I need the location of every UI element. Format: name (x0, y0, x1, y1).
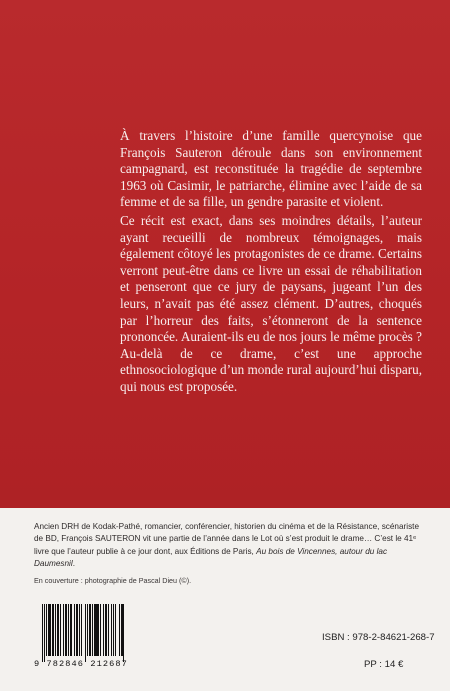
summary-text (120, 128, 422, 398)
summary-paragraph-2: Ce récit est exact, dans ses moindres détails, l’auteur ayant recueilli de nombreux témoignages, mais également côtoyé les protagonistes de ce drame. Certains verront peut-être dans ce livre un essai de réhabilitation et penseront que ce jury de paysans, jugeant l’un des leurs, n’avait pas été assez clément. D’autres, choqués par l’horreur des faits, s’étonneront de la sentence prononcée. Auraient-ils eu de nos jours le même procès ? Au-delà de ce drame, c’est une approche ethnosociologique d’un monde rural aujourd’hui disparu, qui nous est proposée. (120, 212, 422, 394)
cover-photo-credit: En couverture : photographie de Pascal Dieu (©). (34, 576, 192, 585)
author-bio-text: Ancien DRH de Kodak-Pathé, romancier, conférencier, historien du cinéma et de la Résistance, scénariste de BD, François SAUTERON vit une partie de l’année dans le Lot où s’est produit le drame… C’est le 41ᵉ livre que l’auteur publie à ce jour dont, aux Éditions de Paris, (34, 522, 420, 556)
author-bio (34, 521, 426, 571)
author-bio-book-title: Au bois de Vincennes, autour du lac Daumesnil (34, 546, 388, 569)
author-bio-end: . (72, 559, 75, 569)
barcode-bar (124, 604, 125, 662)
price: PP : 14 € (364, 659, 404, 670)
barcode-number: 9 782846 212687 (34, 659, 128, 669)
barcode (34, 604, 154, 668)
isbn: ISBN : 978-2-84621-268-7 (322, 632, 435, 643)
summary-paragraph-1: À travers l’histoire d’une famille quercynoise que François Sauteron déroule dans son environnement campagnard, est reconstituée la tragédie de septembre 1963 où Casimir, le patriarche, élimine avec l’aide de sa femme et de sa fille, un gendre parasite et violent. (120, 128, 422, 210)
barcode-bars (42, 604, 152, 658)
